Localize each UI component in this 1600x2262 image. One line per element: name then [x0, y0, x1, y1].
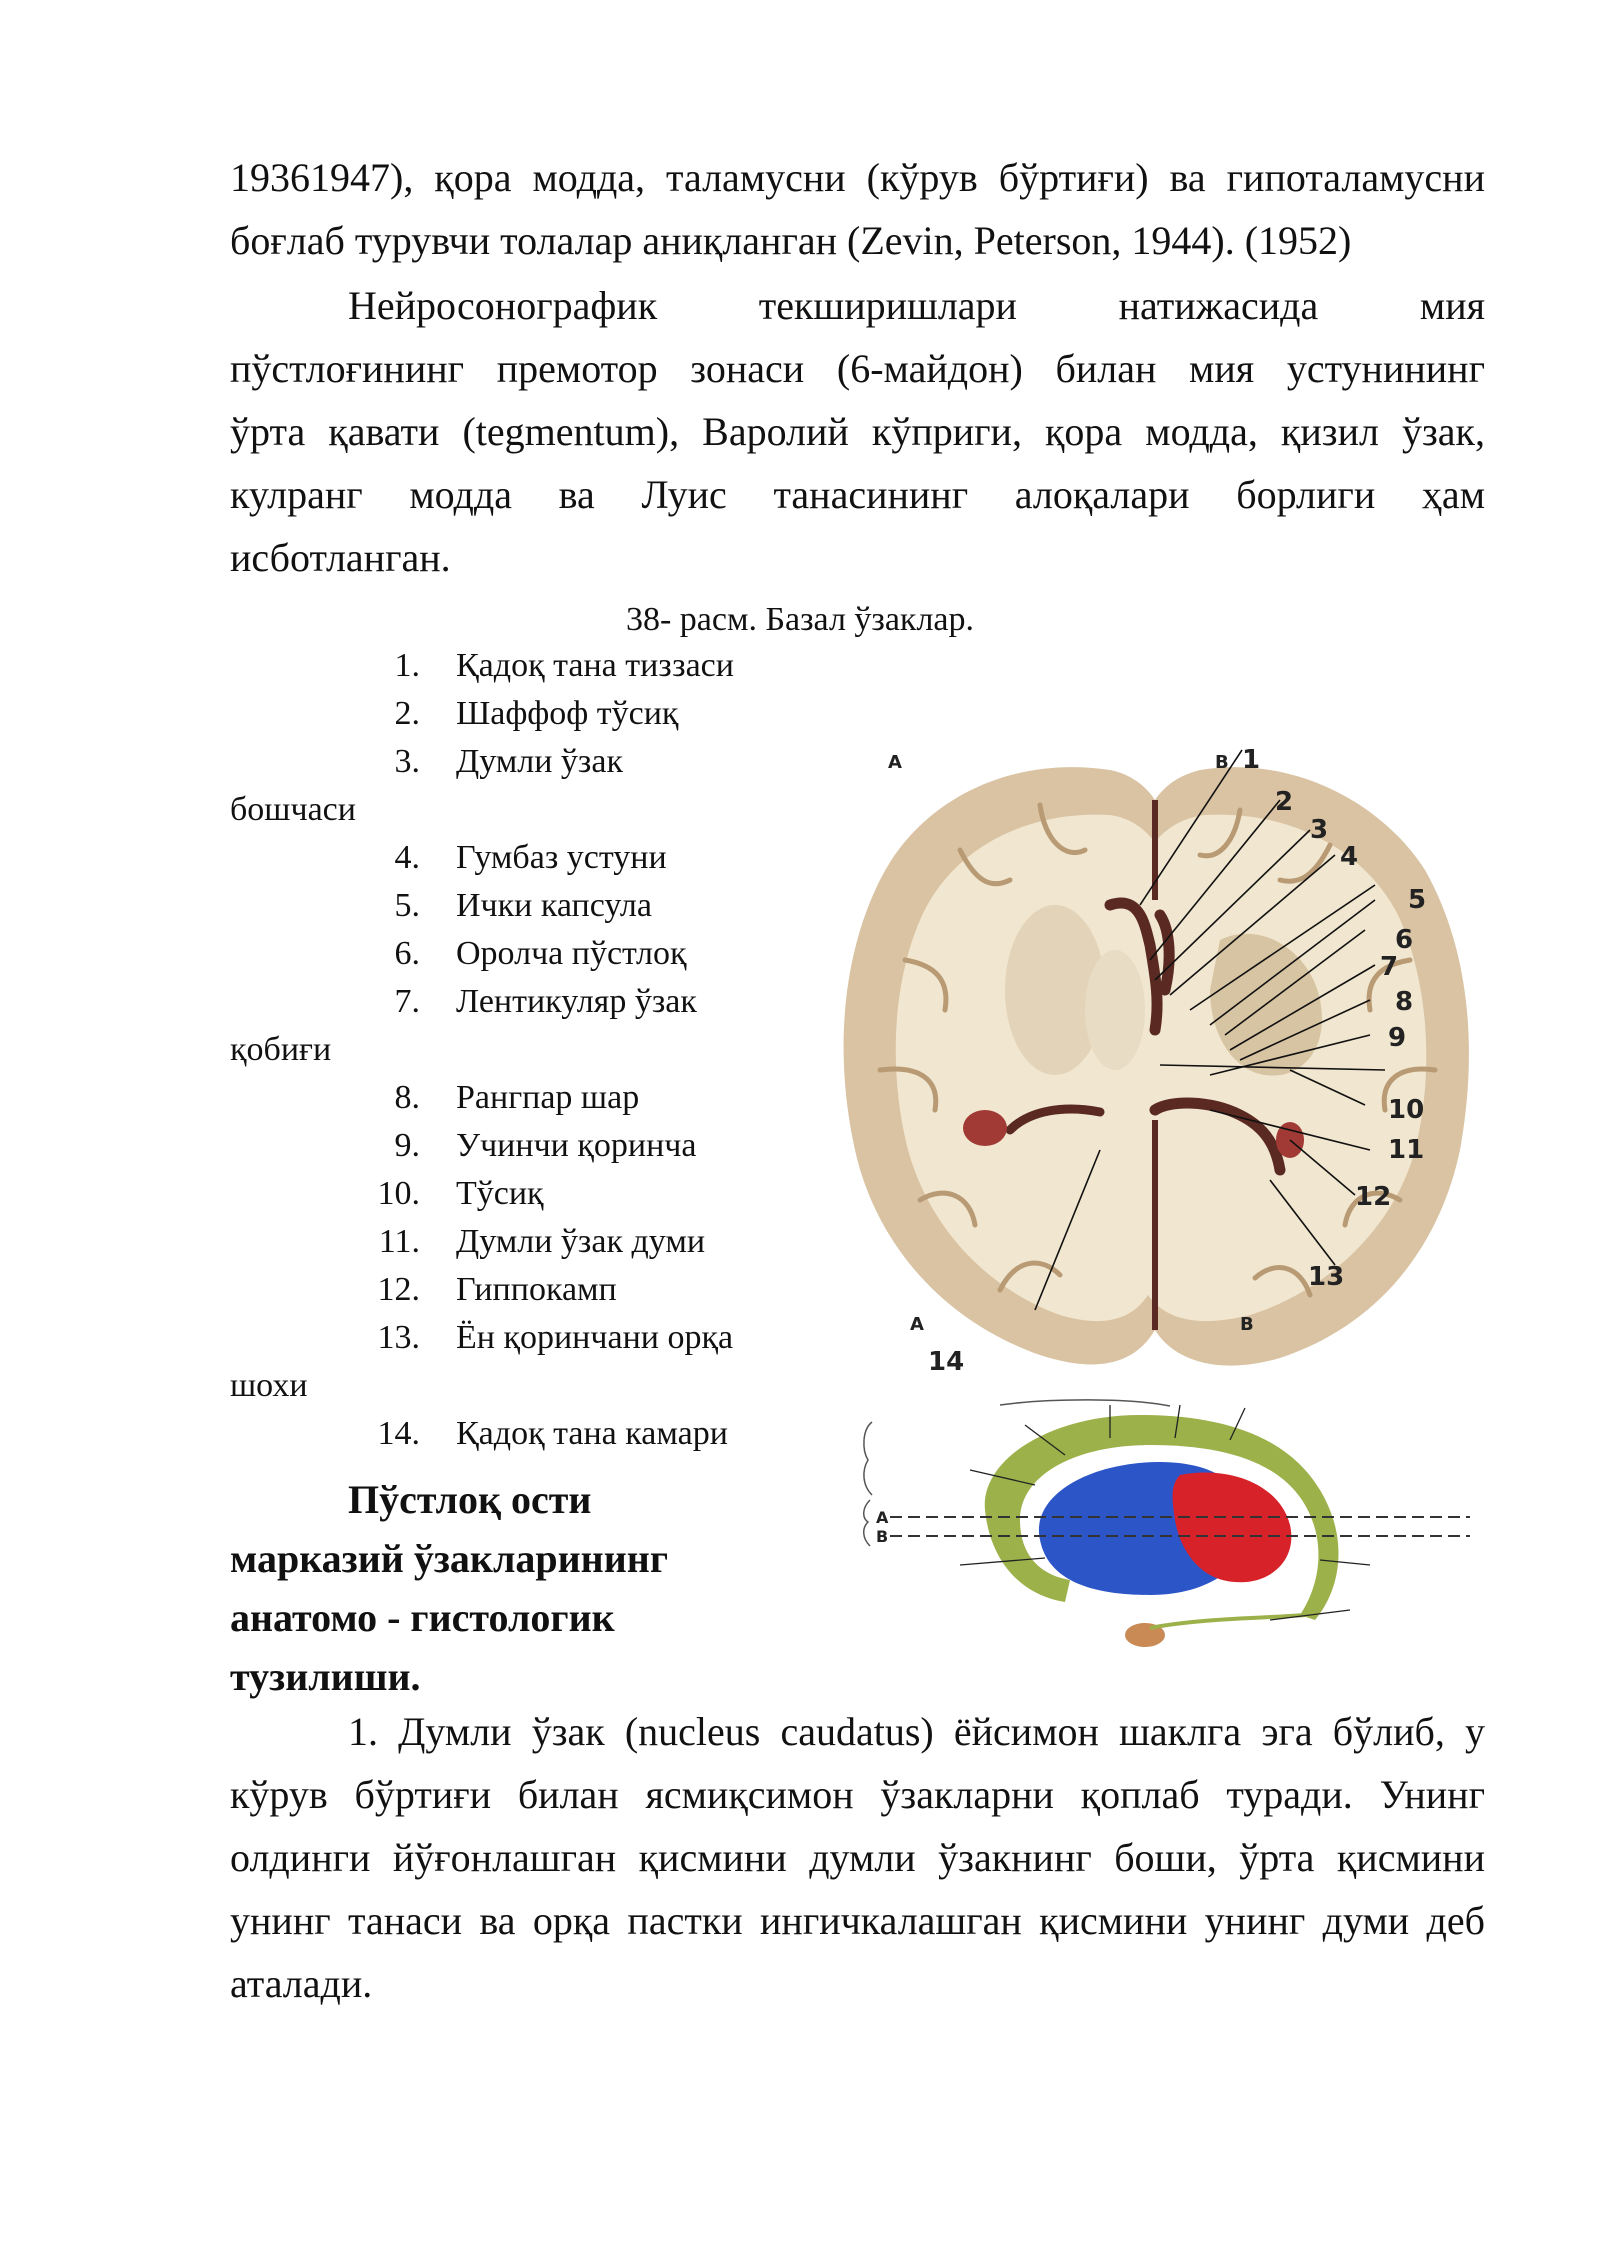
text-line: исботланган. — [230, 535, 451, 580]
brain-white-matter — [896, 815, 1427, 1322]
callout-number: 6 — [1395, 925, 1414, 955]
callout-number: 9 — [1388, 1023, 1407, 1053]
legend-number: 8. — [394, 1079, 420, 1116]
callout-number: 14 — [928, 1347, 965, 1377]
paragraph-bottom — [230, 1700, 1485, 2015]
legend-number: 11. — [378, 1223, 420, 1260]
callout-number: 12 — [1355, 1182, 1392, 1212]
legend-number: 5. — [394, 887, 420, 924]
paragraph-second — [230, 274, 1485, 589]
legend-number: 14. — [377, 1415, 420, 1452]
legend-text: Лентикуляр ўзак — [456, 983, 697, 1020]
text-line: ўрта қавати (tegmentum), Варолий кўприги, қора модда, қизил ўзак, — [230, 409, 1485, 454]
legend-item — [230, 930, 750, 978]
callout-number: 8 — [1395, 987, 1414, 1017]
legend-item — [230, 834, 750, 882]
callout-number: 13 — [1308, 1262, 1345, 1292]
legend-item — [230, 1218, 750, 1266]
heading-line: тузилиши. — [230, 1654, 421, 1699]
legend-item — [230, 882, 750, 930]
legend-text: Думли ўзак думи — [456, 1223, 706, 1260]
callout-number: 3 — [1310, 815, 1329, 845]
legend-text: Ён қоринчани орқа — [456, 1319, 734, 1356]
legend-number: 7. — [394, 983, 420, 1020]
legend-item — [230, 1074, 750, 1122]
legend-number: 12. — [377, 1271, 420, 1308]
paragraph-top — [230, 146, 1485, 272]
legend-item — [230, 1122, 750, 1170]
legend-item — [230, 738, 750, 834]
legend-number: 1. — [394, 647, 420, 684]
legend-number: 9. — [394, 1127, 420, 1164]
legend-text: Қадоқ тана тиззаси — [456, 647, 734, 684]
thalamus-left — [1085, 950, 1145, 1070]
legend-item — [230, 1170, 750, 1218]
text-line: кулранг модда ва Луис танасининг алоқалари борлиги ҳам — [230, 472, 1485, 517]
legend-text-continued: қобиғи — [230, 1031, 332, 1068]
section-letter-b: B — [1215, 752, 1229, 773]
level-letter-b: B — [876, 1527, 889, 1546]
callout-number: 7 — [1380, 952, 1399, 982]
text-line: 19361947), қора модда, таламусни (кўрув бўртиғи) ва гипоталамусни — [230, 155, 1485, 200]
callout-number: 10 — [1388, 1095, 1425, 1125]
legend-number: 13. — [377, 1319, 420, 1356]
text-line: 1. Думли ўзак (nucleus caudatus) ёйсимон шаклга эга бўлиб, у — [348, 1709, 1485, 1754]
callout-number: 4 — [1340, 842, 1359, 872]
brain-section-figure — [810, 730, 1500, 1390]
level-letter-a: A — [876, 1508, 889, 1527]
callout-number: 1 — [1242, 745, 1261, 775]
text-line: кўрув бўртиғи билан ясмиқсимон ўзакларни қоплаб туради. Унинг — [230, 1772, 1485, 1817]
legend-text: Қадоқ тана камари — [456, 1415, 728, 1452]
heading-line: Пўстлоқ ости — [348, 1477, 592, 1522]
legend-text-continued: шохи — [230, 1367, 308, 1404]
legend-item — [230, 1314, 750, 1410]
legend-text: Учинчи қоринча — [456, 1127, 697, 1164]
hippocampus-left — [963, 1110, 1007, 1146]
text-line: боғлаб турувчи толалар аниқланган (Zevin, Peterson, 1944). (1952) — [230, 218, 1352, 263]
legend-item — [230, 978, 750, 1074]
callout-number: 11 — [1388, 1135, 1425, 1165]
legend-text: Тўсиқ — [456, 1175, 544, 1212]
text-line: унинг танаси ва орқа пастки ингичкалашган қисмини унинг думи деб — [230, 1898, 1485, 1943]
text-line: аталади. — [230, 1961, 373, 2006]
figure-caption: 38- расм. Базал ўзаклар. — [625, 601, 975, 638]
legend-text: Оролча пўстлоқ — [456, 935, 687, 972]
callout-number: 2 — [1275, 787, 1294, 817]
text-line: олдинги йўғонлашган қисмини думли ўзакнинг боши, ўрта қисмини — [230, 1835, 1485, 1880]
basal-ganglia-schematic — [850, 1390, 1480, 1650]
legend-text-continued: бошчаси — [230, 791, 356, 828]
callout-number: 5 — [1408, 885, 1427, 915]
text-line: Нейросонографик текширишлари натижасида мия — [348, 283, 1485, 328]
legend-item — [230, 1410, 750, 1458]
legend-number: 4. — [394, 839, 420, 876]
legend-number: 6. — [394, 935, 420, 972]
legend-item — [230, 1266, 750, 1314]
section-letter-a: A — [910, 1314, 924, 1335]
legend-number: 3. — [394, 743, 420, 780]
figure-legend — [230, 642, 750, 1458]
heading-line: анатомо - гистологик — [230, 1595, 615, 1640]
legend-text: Шаффоф тўсиқ — [456, 695, 679, 732]
legend-number: 10. — [377, 1175, 420, 1212]
legend-text: Ички капсула — [456, 887, 652, 924]
heading-line: марказий ўзакларининг — [230, 1536, 668, 1581]
legend-item — [230, 642, 750, 690]
legend-number: 2. — [394, 695, 420, 732]
stria-terminalis — [1150, 1615, 1305, 1628]
section-letter-b: B — [1240, 1314, 1254, 1335]
legend-text: Гиппокамп — [456, 1271, 617, 1308]
legend-item — [230, 690, 750, 738]
legend-text: Рангпар шар — [456, 1079, 640, 1116]
section-letter-a: A — [888, 752, 902, 773]
section-heading — [230, 1470, 790, 1706]
legend-text: Гумбаз устуни — [456, 839, 667, 876]
legend-text: Думли ўзак — [456, 743, 623, 780]
text-line: пўстлоғининг премотор зонаси (6-майдон) билан мия устунининг — [230, 346, 1485, 391]
